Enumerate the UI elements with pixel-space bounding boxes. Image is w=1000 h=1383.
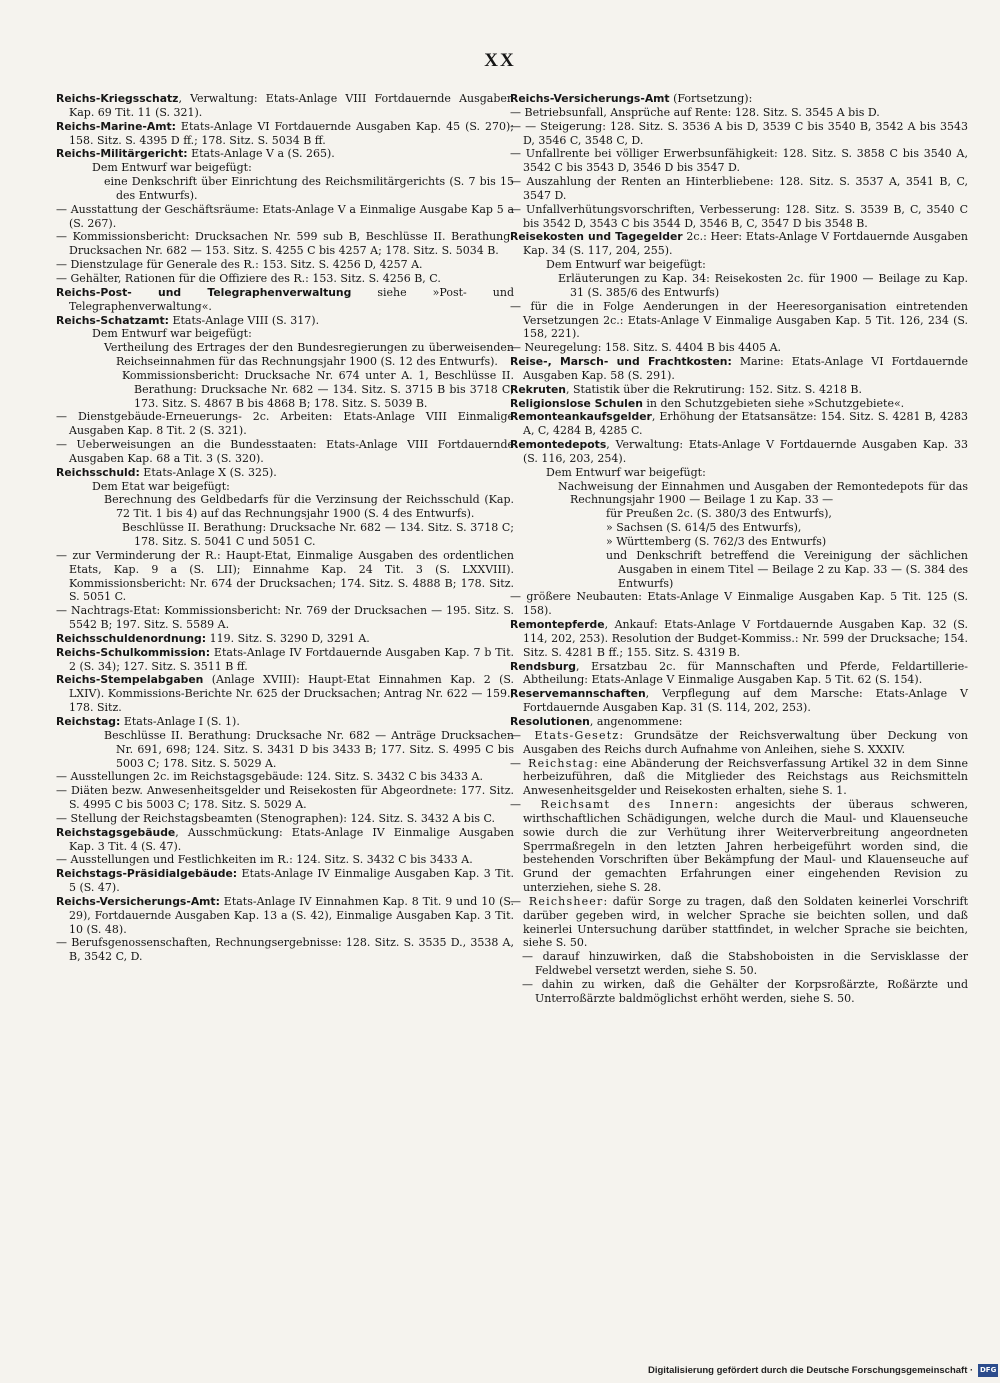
entry-keyword: Reichsschuld: — [56, 465, 140, 479]
index-entry — [510, 383, 968, 397]
entry-keyword: Reichs-Kriegsschatz — [56, 92, 179, 105]
entry-text: , Erhöhung der Etatsansätze: 154. Sitz. S. 4281 B, 4283 A, C, 4284 B, 4285 C. — [523, 410, 968, 438]
index-subentry: — Dienstzulage für Generale des R.: 153. Sitz. S. 4256 D, 4257 A. — [56, 258, 423, 272]
entry-text: Etats-Anlage V a (S. 265). — [187, 147, 335, 161]
resolution-entry — [510, 895, 968, 950]
index-subline: Dem Entwurf war beigefügt: — [92, 161, 252, 175]
index-subentry: — Ausstellungen und Festlichkeiten im R.: 124. Sitz. S. 3432 C bis 3433 A. — [56, 853, 473, 867]
footer-text: Digitalisierung gefördert durch die Deutsche Forschungsgemeinschaft · — [648, 1364, 974, 1376]
entry-text: : dafür Sorge zu tragen, daß den Soldaten keinerlei Vorschrift darüber gegeben wird, in welcher Sprache sie beichten sollen, und daß keinerlei Untersuchung darüber stattfindet, in welcher Sprache sie beichten, siehe S. 50. — [523, 894, 968, 950]
index-subline: für Preußen 2c. (S. 380/3 des Entwurfs), — [606, 507, 832, 521]
resolution-keyword: — Etats-Gesetz — [510, 728, 620, 742]
index-entry — [510, 660, 968, 688]
entry-keyword: Rekruten — [510, 382, 566, 396]
resolution-keyword: — Reichsheer — [510, 894, 604, 908]
index-entry — [510, 715, 968, 729]
index-subline: und Denkschrift betreffend die Vereinigung der sächlichen Ausgaben in einem Titel — Beilage 2 zu Kap. 33 — (S. 384 des Entwurfs) — [606, 548, 968, 590]
index-subline: Nachweisung der Einnahmen und Ausgaben der Remontedepots für das Rechnungsjahr 1900 — Beilage 1 zu Kap. 33 — — [558, 479, 968, 507]
index-subentry: — Auszahlung der Renten an Hinterbliebene: 128. Sitz. S. 3537 A, 3541 B, C, 3547 D. — [510, 175, 968, 202]
entry-keyword: Rendsburg — [510, 659, 576, 673]
entry-keyword: Reisekosten und Tagegelder — [510, 230, 683, 244]
entry-keyword: Reichs-Versicherungs-Amt — [510, 92, 670, 105]
index-subline: Dem Entwurf war beigefügt: — [546, 258, 706, 272]
index-entry — [56, 715, 514, 729]
entry-text: , Verwaltung: Etats-Anlage VIII Fortdauernde Ausgaben Kap. 69 Tit. 11 (S. 321). — [69, 92, 514, 119]
entry-text: 119. Sitz. S. 3290 D, 3291 A. — [206, 631, 370, 645]
left-column — [56, 92, 514, 964]
entry-keyword: Reichs-Schatzamt: — [56, 313, 169, 327]
resolution-entry — [510, 798, 968, 895]
entry-keyword: Reichs-Schulkommission: — [56, 645, 211, 659]
entry-keyword: Remontedepots — [510, 438, 607, 452]
index-subentry: — Unfallrente bei völliger Erwerbsunfähigkeit: 128. Sitz. S. 3858 C bis 3540 A, 3542 C bis 3543 D, 3546 D bis 3547 D. — [510, 147, 968, 175]
entry-keyword: Reichstag: — [56, 714, 121, 728]
index-subentry: — Gehälter, Rationen für die Offiziere des R.: 153. Sitz. S. 4256 B, C. — [56, 271, 441, 285]
entry-text: , Ankauf: Etats-Anlage V Fortdauernde Ausgaben Kap. 32 (S. 114, 202, 253). Resolution der Budget-Kommiss.: Nr. 599 der Drucksache; 154. Sitz. S. 4281 B ff.; 155. Sitz. S. 4319 B. — [523, 618, 968, 659]
entry-text: Etats-Anlage IV Einmalige Ausgaben Kap. 3 Tit. 5 (S. 47). — [69, 867, 514, 895]
index-entry — [510, 230, 968, 258]
index-entry — [56, 867, 514, 895]
index-entry — [56, 826, 514, 854]
index-entry — [56, 632, 514, 646]
index-subentry: — größere Neubauten: Etats-Anlage V Einmalige Ausgaben Kap. 5 Tit. 125 (S. 158). — [510, 590, 968, 618]
index-subentry: — Nachtrags-Etat: Kommissionsbericht: Nr. 769 der Drucksachen — 195. Sitz. S. 5542 B; 197. Sitz. S. 5589 A. — [56, 604, 514, 632]
index-subentry: — Berufsgenossenschaften, Rechnungsergebnisse: 128. Sitz. S. 3535 D., 3538 A, B, 3542 C, D. — [56, 936, 514, 964]
entry-text: Etats-Anlage IV Fortdauernde Ausgaben Kap. 7 b Tit. 2 (S. 34); 127. Sitz. S. 3511 B ff. — [69, 645, 514, 673]
page-number: XX — [484, 50, 516, 71]
index-entry — [56, 466, 514, 480]
index-subline: Dem Etat war beigefügt: — [92, 479, 230, 493]
index-entry — [56, 120, 514, 148]
index-subentry: — Ausstellungen 2c. im Reichstagsgebäude: 124. Sitz. S. 3432 C bis 3433 A. — [56, 770, 483, 784]
index-subline: Beschlüsse II. Berathung: Drucksache Nr. 682 — 134. Sitz. S. 3718 C; 178. Sitz. S. 5041 C und 5051 C. — [122, 521, 514, 548]
entry-text: Etats-Anlage VI Fortdauernde Ausgaben Kap. 45 (S. 270); 158. Sitz. S. 4395 D ff.; 178. Sitz. S. 5034 B ff. — [69, 119, 514, 147]
entry-text: Etats-Anlage IV Einnahmen Kap. 8 Tit. 9 und 10 (S. 29), Fortdauernde Ausgaben Kap. 13 a (S. 42), Einmalige Ausgaben Kap. 3 Tit. 10 (S. 48). — [69, 894, 514, 936]
index-subentry: — Neuregelung: 158. Sitz. S. 4404 B bis 4405 A. — [510, 341, 782, 355]
entry-keyword: Reichsschuldenordnung: — [56, 631, 207, 645]
entry-keyword: Religionslose Schulen — [510, 396, 643, 410]
index-subentry: — Betriebsunfall, Ansprüche auf Rente: 128. Sitz. S. 3545 A bis D. — [510, 105, 880, 119]
index-subentry: — — Steigerung: 128. Sitz. S. 3536 A bis D, 3539 C bis 3540 B, 3542 A bis 3543 D, 3546 C, 3548 C, D. — [510, 119, 968, 147]
resolution-keyword: — Reichstag — [510, 756, 595, 770]
footer-attribution — [648, 1362, 998, 1378]
entry-text: , Ersatzbau 2c. für Mannschaften und Pferde, Feldartillerie-Abtheilung: Etats-Anlage V Einmalige Ausgaben Kap. 5 Tit. 62 (S. 154). — [523, 659, 968, 687]
entry-text: : Grundsätze der Reichsverwaltung über Deckung von Ausgaben des Reichs durch Aufnahme von Anleihen, siehe S. XXXIV. — [523, 728, 968, 756]
resolution-entry — [510, 757, 968, 799]
entry-text: siehe »Post- und Telegraphenverwaltung«. — [69, 285, 514, 313]
index-subline: Dem Entwurf war beigefügt: — [546, 465, 706, 479]
index-subentry: — darauf hinzuwirken, daß die Stabshoboisten in die Servisklasse der Feldwebel versetzt werden, siehe S. 50. — [522, 950, 968, 978]
index-subline: Beschlüsse II. Berathung: Drucksache Nr. 682 — Anträge Drucksachen Nr. 691, 698; 124. Sitz. S. 3431 D bis 3433 B; 177. Sitz. S. 4995 C bis 5003 C; 178. Sitz. S. 5029 A. — [104, 728, 514, 770]
entry-keyword: Remonteankaufsgelder — [510, 410, 652, 424]
index-entry — [510, 92, 968, 106]
index-subentry: — Dienstgebäude-Erneuerungs- 2c. Arbeiten: Etats-Anlage VIII Einmalige Ausgaben Kap. 8 Tit. 2 (S. 321). — [56, 410, 514, 438]
index-subentry: — zur Verminderung der R.: Haupt-Etat, Einmalige Ausgaben des ordentlichen Etats, Kap. 9 a (S. LII); Einnahme Kap. 24 Tit. 3 (S. LXXVIII). Kommissionsbericht: Nr. 674 der Drucksachen; 174. Sitz. S. 4888 B; 178. Sitz. S. 5051 C. — [56, 548, 514, 604]
index-subentry: — dahin zu wirken, daß die Gehälter der Korpsroßärzte, Roßärzte und Unterroßärzte baldmöglichst erhöht werden, siehe S. 50. — [522, 978, 968, 1005]
entry-text: Etats-Anlage I (S. 1). — [120, 714, 240, 728]
entry-text: : eine Abänderung der Reichsverfassung Artikel 32 in dem Sinne herbeizuführen, daß die Mitglieder des Reichstags aus Reichsmitteln Anwesenheitsgelder und Reisekosten erhalten, siehe S. 1. — [523, 756, 968, 798]
entry-keyword: Reichs-Post- und Telegraphenverwaltung — [56, 285, 352, 299]
index-entry — [510, 618, 968, 660]
entry-text: , Verwaltung: Etats-Anlage V Fortdauernde Ausgaben Kap. 33 (S. 116, 203, 254). — [523, 438, 968, 465]
entry-keyword: Reichs-Marine-Amt: — [56, 119, 176, 133]
index-entry — [56, 286, 514, 314]
index-subentry: — Ueberweisungen an die Bundesstaaten: Etats-Anlage VIII Fortdauernde Ausgaben Kap. 68 a Tit. 3 (S. 320). — [56, 438, 514, 465]
entry-keyword: Reichs-Stempelabgaben — [56, 673, 204, 687]
resolution-keyword: — Reichsamt des Innern — [510, 798, 715, 812]
index-subline: eine Denkschrift über Einrichtung des Reichsmilitärgerichts (S. 7 bis 15 des Entwurfs). — [104, 175, 514, 202]
right-column — [510, 92, 968, 1006]
index-subentry: — Diäten bezw. Anwesenheitsgelder und Reisekosten für Abgeordnete: 177. Sitz. S. 4995 C bis 5003 C; 178. Sitz. S. 5029 A. — [56, 784, 514, 812]
entry-keyword: Reichs-Versicherungs-Amt: — [56, 894, 220, 908]
index-subentry: — Stellung der Reichstagsbeamten (Stenographen): 124. Sitz. S. 3432 A bis C. — [56, 811, 496, 825]
entry-text: , Verpflegung auf dem Marsche: Etats-Anlage V Fortdauernde Ausgaben Kap. 31 (S. 114, 202, 253). — [523, 687, 968, 715]
index-subentry: — für die in Folge Aenderungen in der Heeresorganisation eintretenden Versetzungen 2c.: Etats-Anlage V Einmalige Ausgaben Kap. 5 Tit. 126, 234 (S. 158, 221). — [510, 299, 968, 341]
dfg-logo-icon: DFG — [978, 1364, 998, 1377]
entry-text: Marine: Etats-Anlage VI Fortdauernde Ausgaben Kap. 58 (S. 291). — [523, 355, 968, 382]
index-subentry: — Unfallverhütungsvorschriften, Verbesserung: 128. Sitz. S. 3539 B, C, 3540 C bis 3542 D, 3543 C bis 3544 D, 3546 B, C, 3547 D bis 3548 B. — [510, 202, 968, 230]
index-entry — [510, 687, 968, 715]
index-entry — [56, 673, 514, 715]
index-subline: Berechnung des Geldbedarfs für die Verzinsung der Reichsschuld (Kap. 72 Tit. 1 bis 4) auf das Rechnungsjahr 1900 (S. 4 des Entwurfs). — [104, 493, 514, 521]
index-subline: Kommissionsbericht: Drucksache Nr. 674 unter A. 1, Beschlüsse II. Berathung: Drucksache Nr. 682 — 134. Sitz. S. 3715 B bis 3718 C; 173. Sitz. S. 4867 B bis 4868 B; 178. Sitz. S. 5039 B. — [122, 368, 514, 410]
index-entry — [56, 895, 514, 937]
entry-keyword: Resolutionen — [510, 714, 590, 728]
index-entry — [56, 147, 514, 161]
index-subline: » Sachsen (S. 614/5 des Entwurfs), — [606, 521, 802, 535]
entry-text: Etats-Anlage X (S. 325). — [139, 465, 277, 479]
entry-keyword: Reichs-Militärgericht: — [56, 147, 188, 161]
entry-text: , Ausschmückung: Etats-Anlage IV Einmalige Ausgaben Kap. 3 Tit. 4 (S. 47). — [69, 825, 514, 853]
entry-keyword: Reichstagsgebäude — [56, 825, 176, 839]
index-entry — [510, 397, 968, 411]
entry-text: (Fortsetzung): — [669, 92, 753, 105]
entry-text: in den Schutzgebieten siehe »Schutzgebiete«. — [642, 396, 905, 410]
entry-text: 2c.: Heer: Etats-Anlage V Fortdauernde Ausgaben Kap. 34 (S. 117, 204, 255). — [523, 230, 968, 258]
index-subline: » Württemberg (S. 762/3 des Entwurfs) — [606, 535, 827, 548]
entry-text: Etats-Anlage VIII (S. 317). — [168, 313, 320, 327]
entry-keyword: Remontepferde — [510, 618, 605, 632]
index-entry — [510, 438, 968, 466]
index-entry — [56, 92, 514, 120]
index-subline: Dem Entwurf war beigefügt: — [92, 327, 252, 341]
index-entry — [510, 410, 968, 438]
entry-text: : angesichts der überaus schweren, wirthschaftlichen Schädigungen, welche durch die Maul- und Klauenseuche sowie durch die zur Verhütung ihrer Weiterverbreitung angeordneten Sperrmaßregeln in den letzten Jahren herbeigeführt worden sind, die bestehenden Vorschriften über Bekämpfung der Maul- und Klauenseuche auf Grund der gemachten Erfahrungen einer eingehenden Revision zu unterziehen, siehe S. 28. — [523, 798, 969, 895]
index-subentry: — Ausstattung der Geschäftsräume: Etats-Anlage V a Einmalige Ausgabe Kap 5 a (S. 267). — [56, 202, 514, 230]
entry-keyword: Reservemannschaften — [510, 687, 646, 701]
entry-keyword: Reichstags-Präsidialgebäude: — [56, 867, 238, 881]
index-subline: Vertheilung des Ertrages der den Bundesregierungen zu überweisenden Reichseinnahmen für das Rechnungsjahr 1900 (S. 12 des Entwurfs). — [104, 341, 514, 369]
resolution-entry — [510, 729, 968, 757]
index-entry — [56, 646, 514, 674]
entry-text: (Anlage XVIII): Haupt-Etat Einnahmen Kap. 2 (S. LXIV). Kommissions-Berichte Nr. 625 der Drucksachen; Antrag Nr. 622 — 159., 178. Sitz. — [69, 673, 514, 715]
entry-text: , angenommene: — [589, 714, 683, 728]
index-subline: Erläuterungen zu Kap. 34: Reisekosten 2c. für 1900 — Beilage zu Kap. 31 (S. 385/6 des Entwurfs) — [558, 271, 968, 299]
index-subentry: — Kommissionsbericht: Drucksachen Nr. 599 sub B, Beschlüsse II. Berathung: Drucksachen Nr. 682 — 153. Sitz. S. 4255 C bis 4257 A; 178. Sitz. S. 5034 B. — [56, 230, 514, 258]
entry-text: , Statistik über die Rekrutirung: 152. Sitz. S. 4218 B. — [566, 382, 863, 396]
index-entry — [510, 355, 968, 383]
entry-keyword: Reise-, Marsch- und Frachtkosten: — [510, 355, 732, 369]
index-entry — [56, 314, 514, 328]
